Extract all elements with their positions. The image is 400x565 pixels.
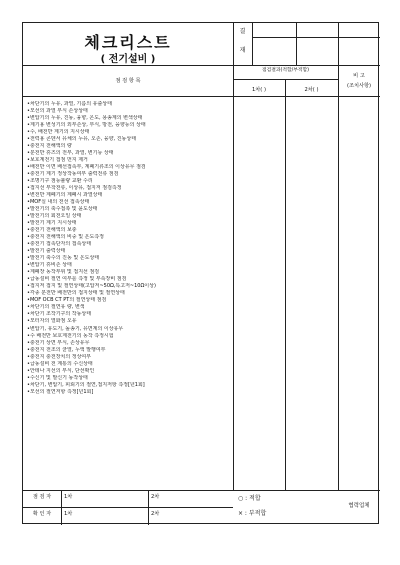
remarks-subheader: (조치사항) — [346, 83, 372, 89]
inspector-second-label: 2차 — [151, 494, 160, 500]
list-item: •충전지 전조의 균열, 누액 발행여부 — [27, 346, 106, 353]
list-item: •수, 배전반 계기의 지시상태 — [27, 129, 90, 136]
second-round-result-column[interactable] — [286, 97, 338, 490]
list-item: •발전기 계기 지시상태 — [27, 220, 77, 227]
list-item: •발전기의 회전오일 상태 — [27, 213, 82, 220]
checker-second-label: 2차 — [151, 511, 160, 517]
checker-first-label: 1차 — [64, 511, 73, 517]
list-item: •급동설비 절연 여부를 측정 및 부속장비 점검 — [27, 276, 127, 283]
checklist-sheet — [22, 22, 379, 524]
approval-sign-box-2[interactable] — [296, 38, 338, 65]
list-item: •변압기, 유도기, 돌송기, 유면계의 이상유무 — [27, 325, 124, 332]
inspection-items-header: 점 검 항 목 — [115, 78, 141, 84]
list-item: •MOF실 내의 전선 접속상태 — [27, 199, 90, 206]
first-round-result-column[interactable] — [234, 97, 285, 490]
document-subtitle: ( 전기설비 ) — [100, 54, 156, 65]
remarks-header: 비 고 — [353, 73, 365, 79]
list-item: •급동설비 전 계통의 수신상태 — [27, 360, 93, 367]
list-item: •모선의 절연저항 측정[년1회] — [27, 388, 94, 395]
list-item: •차단기 조작기구의 작동상태 — [27, 311, 92, 318]
list-item: •충전지 전해액의 비중 및 온도측정 — [27, 234, 104, 241]
legend-ng: × : 부적합 — [238, 510, 267, 517]
list-item: •안테나 지선의 부식, 단선확인 — [27, 367, 95, 374]
checker-second-sign[interactable] — [162, 508, 232, 524]
remarks-column[interactable] — [339, 97, 380, 490]
list-item: •계폐장 동작부위 및 접지선 점검 — [27, 269, 100, 276]
result-header: 점검결과(적합/부적합) — [261, 68, 310, 73]
partner-company-note: 협력업체 — [348, 503, 370, 509]
list-item: •접지저 접지 및 절연상태(고압저~50Ω,특고저~10Ω이상) — [27, 283, 156, 290]
inspection-item-list — [27, 101, 233, 396]
second-round-header: 2차( ) — [304, 87, 319, 93]
list-item: •모터자의 열화점 오유 — [27, 318, 77, 325]
checker-label: 확 인 자 — [32, 511, 52, 517]
list-item: •발전기 출력상태 — [27, 248, 66, 255]
list-item: •조명기구 점등불량 교환 수리 — [27, 178, 93, 185]
list-item: •충전지 전해액의 량 — [27, 143, 72, 150]
list-item: •수 배전반 보호계전기의 동작 측정시험 — [27, 332, 114, 339]
list-item: •접지선 부착전류, 이상유, 접지저 점검측정 — [27, 185, 122, 192]
list-item: •차단기의 누유, 과열, 기름의 유출상태 — [27, 101, 112, 107]
list-item: •차단기, 변압기, 피뢰기의 절연,접지저항 측정[년1회] — [27, 381, 145, 388]
list-item: •충전기 상면 부식, 손상유무 — [27, 339, 90, 346]
approval-sign-box-1[interactable] — [252, 38, 296, 65]
first-round-header: 1차( ) — [251, 87, 266, 93]
legend-ok: ○ : 적합 — [238, 495, 261, 502]
list-item: •MOF OCB CT PT의 절연상태 점검 — [27, 297, 107, 304]
list-item: •발전기 축수의 진동 및 온도상태 — [27, 255, 100, 262]
list-item: •수신기 및 발신기 동작상태 — [27, 374, 88, 381]
list-item: •모선의 과열 부식 손상상태 — [27, 108, 88, 115]
list-item: •변전반 계폐기의 계폐시 과열상태 — [27, 192, 103, 199]
list-item: •발전기의 축수접촉 및 윤도상태 — [27, 206, 98, 213]
list-item: •전력용 콘덴서 유체의 누유, 오손, 융향, 진동상태 — [27, 136, 137, 143]
inspector-second-sign[interactable] — [162, 491, 232, 507]
list-item: •변압기 휴비손 상태 — [27, 262, 72, 269]
inspector-label: 점 검 자 — [32, 494, 52, 500]
approval-sign-box-3[interactable] — [338, 38, 380, 65]
list-item: •충전기 접속단자의 접속상태 — [27, 241, 92, 248]
list-item: •배전반 이면 배선접속부, 계폐기류조의 이상유무 점검 — [27, 164, 146, 171]
list-item: •계기용 변성기의 외부손상, 부식, 방전, 융향등의 상태 — [27, 122, 146, 129]
list-item: •차단기의 절연유 량, 변색 — [27, 304, 85, 311]
list-item: •충전기 전해액의 보충 — [27, 227, 77, 234]
list-item: •보호계전기 접점 먼지 제거 — [27, 157, 88, 164]
document-title: 체크리스트 — [84, 33, 172, 52]
list-item: •분전반 휴즈의 전부, 과열, 변기등 상태 — [27, 150, 114, 157]
inspector-first-sign[interactable] — [75, 491, 147, 507]
checker-first-sign[interactable] — [75, 508, 147, 524]
list-item: •변압기의 누유, 진동, 융향, 온도, 용송계의 변색상태 — [27, 115, 143, 122]
list-item: •충전지 충전장치의 정상여부 — [27, 353, 92, 360]
list-item: •충전기 계기 정상작동여부 출력전류 점검 — [27, 171, 119, 178]
approval-label-top: 결 — [239, 28, 246, 35]
list-item: •각종 분전반 배전반의 접지상태 및 절연상태 — [27, 290, 125, 297]
inspector-first-label: 1차 — [64, 494, 73, 500]
approval-label-bottom: 재 — [239, 47, 246, 54]
